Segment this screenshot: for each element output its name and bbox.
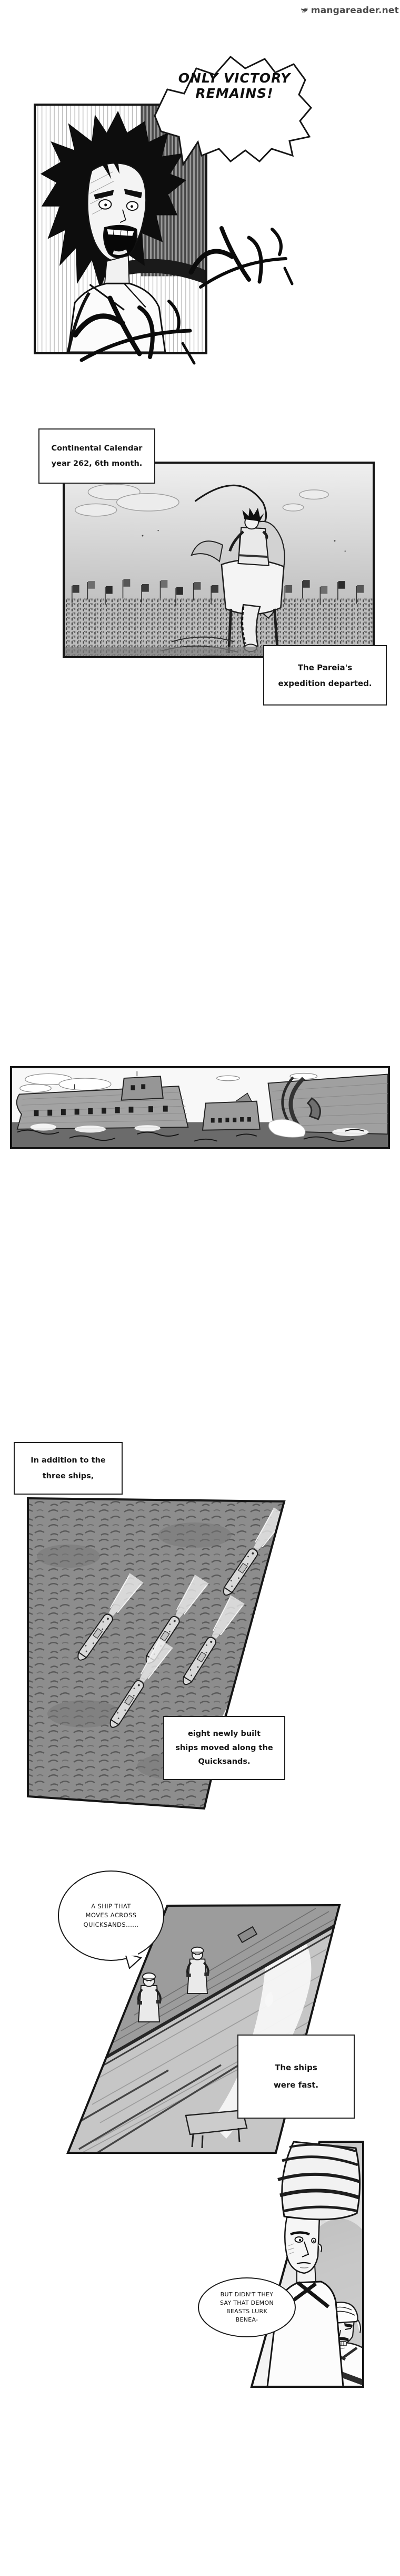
bubble-line: REMAINS! (195, 86, 274, 101)
panel-conversation (226, 2124, 379, 2397)
site-watermark (300, 3, 399, 18)
caption-line: In addition to the (31, 1456, 106, 1465)
bubble-line: VICTORY (223, 70, 291, 86)
bubble-line: BUT DIDN'T THEY (220, 2291, 274, 2298)
speech-bubble-victory-text (178, 70, 291, 101)
caption-line: three ships, (42, 1472, 94, 1480)
bubble-line: ONLY (178, 70, 219, 86)
speech-bubble-victory (152, 53, 315, 168)
caption-box-expedition (263, 645, 387, 706)
harbor-art (12, 1068, 388, 1147)
sfx-brush-strokes-bottom-left (66, 287, 203, 379)
panel-harbor-ships (10, 1066, 390, 1149)
caption-box-three-ships (14, 1442, 123, 1495)
speech-bubble-demon-beasts (198, 2277, 296, 2337)
caption-box-ships-fast (237, 2035, 355, 2119)
caption-line: expedition departed. (278, 678, 372, 688)
caption-box-eight-ships (163, 1716, 285, 1780)
caption-line: eight newly built (187, 1729, 261, 1738)
watermark-text: mangareader.net (311, 5, 399, 16)
caption-line: ships moved along the (175, 1743, 273, 1752)
bubble-line: QUICKSANDS...... (83, 1920, 139, 1928)
manga-reader-logo-icon (300, 4, 308, 17)
bubble-line: BEASTS LURK (226, 2308, 267, 2315)
caption-line: Continental Calendar (51, 444, 143, 453)
caption-box-calendar (38, 428, 155, 484)
expedition-art (65, 464, 373, 656)
bubble-line: A SHIP THAT (91, 1903, 131, 1910)
caption-line: The ships (275, 2063, 317, 2072)
caption-line: Quicksands. (198, 1757, 251, 1766)
bubble-line: MOVES ACROSS (85, 1911, 137, 1919)
caption-line: were fast. (273, 2080, 319, 2090)
bubble-line: SAY THAT DEMON (220, 2299, 274, 2307)
caption-line: year 262, 6th month. (51, 459, 143, 468)
caption-line: The Pareia's (297, 662, 353, 672)
bubble-tail (123, 1953, 144, 1970)
bubble-line: BENEA- (235, 2316, 258, 2323)
speech-bubble-quicksand (58, 1870, 164, 1961)
panel-expedition-army (63, 462, 375, 658)
